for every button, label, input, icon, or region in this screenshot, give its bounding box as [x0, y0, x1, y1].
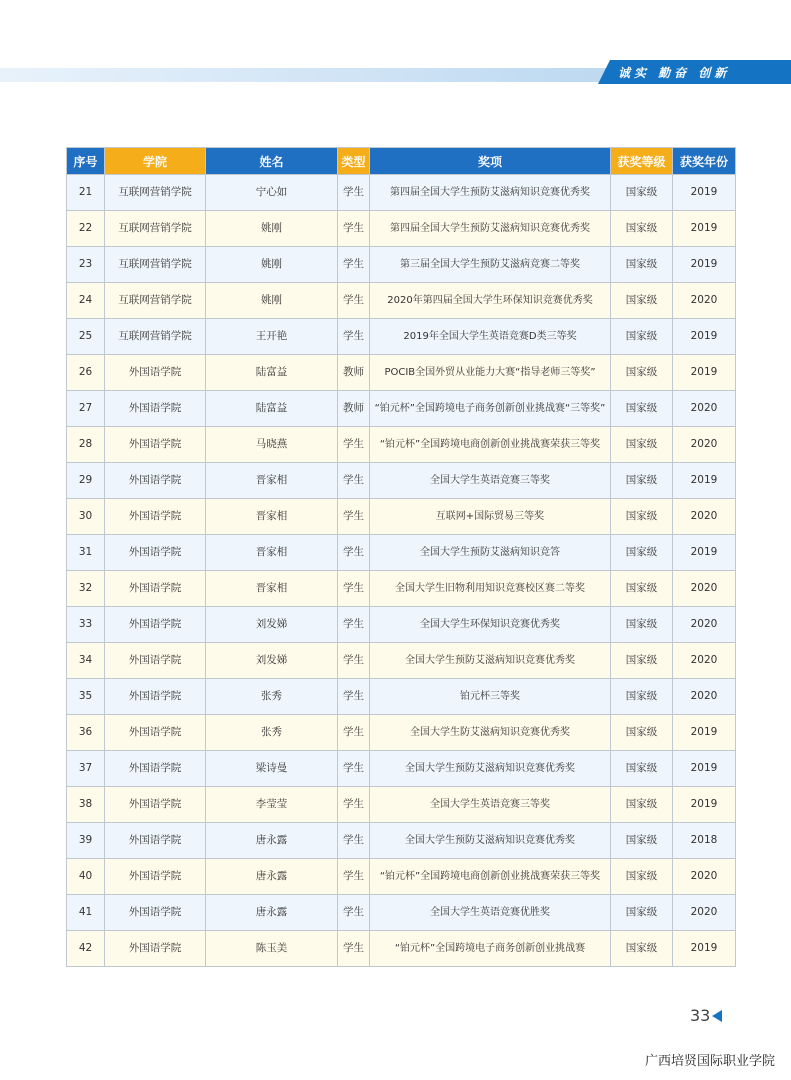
table-row: [67, 535, 736, 571]
table-row: [67, 931, 736, 967]
header-cell-name: 姓名: [206, 148, 338, 175]
cell-index: 29: [67, 463, 105, 499]
table-row: [67, 859, 736, 895]
cell-type: 学生: [338, 247, 370, 283]
cell-name: 姚刚: [206, 283, 338, 319]
cell-level: 国家级: [611, 715, 673, 751]
cell-type: 学生: [338, 319, 370, 355]
cell-year: 2019: [673, 535, 736, 571]
cell-level: 国家级: [611, 175, 673, 211]
table-row: [67, 211, 736, 247]
cell-type: 学生: [338, 751, 370, 787]
cell-name: 马晓燕: [206, 427, 338, 463]
cell-college: 外国语学院: [105, 463, 206, 499]
header-cell-college: 学院: [105, 148, 206, 175]
cell-name: 晋家相: [206, 463, 338, 499]
cell-type: 学生: [338, 535, 370, 571]
table-row: [67, 283, 736, 319]
cell-name: 晋家相: [206, 571, 338, 607]
cell-award: 第三届全国大学生预防艾滋病竞赛二等奖: [370, 247, 611, 283]
cell-name: 刘发娣: [206, 643, 338, 679]
table-row: [67, 499, 736, 535]
cell-name: 李莹莹: [206, 787, 338, 823]
table-row: [67, 355, 736, 391]
cell-index: 34: [67, 643, 105, 679]
cell-level: 国家级: [611, 355, 673, 391]
cell-year: 2019: [673, 787, 736, 823]
cell-level: 国家级: [611, 247, 673, 283]
cell-college: 外国语学院: [105, 859, 206, 895]
cell-year: 2020: [673, 283, 736, 319]
cell-award: 全国大学生防艾滋病知识竞赛优秀奖: [370, 715, 611, 751]
cell-year: 2019: [673, 751, 736, 787]
cell-college: 互联网营销学院: [105, 283, 206, 319]
table-row: [67, 571, 736, 607]
cell-year: 2020: [673, 859, 736, 895]
cell-year: 2019: [673, 175, 736, 211]
cell-college: 互联网营销学院: [105, 175, 206, 211]
cell-name: 宁心如: [206, 175, 338, 211]
cell-college: 外国语学院: [105, 391, 206, 427]
cell-year: 2019: [673, 211, 736, 247]
cell-college: 外国语学院: [105, 499, 206, 535]
cell-index: 39: [67, 823, 105, 859]
table-row: [67, 247, 736, 283]
cell-type: 学生: [338, 715, 370, 751]
header-stripe: [0, 68, 620, 82]
cell-year: 2019: [673, 319, 736, 355]
table-row: [67, 463, 736, 499]
cell-name: 梁诗曼: [206, 751, 338, 787]
cell-name: 姚刚: [206, 247, 338, 283]
cell-index: 38: [67, 787, 105, 823]
cell-index: 30: [67, 499, 105, 535]
cell-name: 唐永露: [206, 859, 338, 895]
cell-name: 晋家相: [206, 535, 338, 571]
cell-year: 2019: [673, 931, 736, 967]
cell-award: “铂元杯”全国跨境电子商务创新创业挑战赛“三等奖”: [370, 391, 611, 427]
cell-level: 国家级: [611, 319, 673, 355]
cell-college: 外国语学院: [105, 787, 206, 823]
cell-level: 国家级: [611, 679, 673, 715]
header-cell-award: 奖项: [370, 148, 611, 175]
cell-college: 外国语学院: [105, 535, 206, 571]
cell-level: 国家级: [611, 607, 673, 643]
cell-type: 学生: [338, 643, 370, 679]
cell-name: 陆富益: [206, 355, 338, 391]
cell-year: 2020: [673, 679, 736, 715]
table-row: [67, 175, 736, 211]
cell-index: 25: [67, 319, 105, 355]
cell-year: 2020: [673, 427, 736, 463]
table-row: [67, 391, 736, 427]
awards-table: [66, 147, 736, 967]
cell-type: 学生: [338, 679, 370, 715]
cell-name: 姚刚: [206, 211, 338, 247]
cell-level: 国家级: [611, 787, 673, 823]
cell-type: 学生: [338, 895, 370, 931]
cell-type: 学生: [338, 571, 370, 607]
cell-index: 35: [67, 679, 105, 715]
header-cell-index: 序号: [67, 148, 105, 175]
table-row: [67, 319, 736, 355]
cell-index: 22: [67, 211, 105, 247]
cell-award: 全国大学生预防艾滋病知识竞赛优秀奖: [370, 643, 611, 679]
cell-index: 27: [67, 391, 105, 427]
table-row: [67, 427, 736, 463]
table-row: [67, 679, 736, 715]
header-cell-type: 类型: [338, 148, 370, 175]
header-slogan: 诚实 勤奋 创新: [618, 66, 731, 80]
table-row: [67, 751, 736, 787]
cell-award: 2020年第四届全国大学生环保知识竞赛优秀奖: [370, 283, 611, 319]
cell-level: 国家级: [611, 643, 673, 679]
cell-college: 外国语学院: [105, 895, 206, 931]
cell-college: 外国语学院: [105, 355, 206, 391]
cell-year: 2020: [673, 643, 736, 679]
page-number: 33: [690, 1006, 711, 1025]
cell-college: 外国语学院: [105, 751, 206, 787]
cell-type: 学生: [338, 283, 370, 319]
cell-name: 张秀: [206, 679, 338, 715]
cell-type: 教师: [338, 355, 370, 391]
cell-award: 全国大学生英语竞赛三等奖: [370, 787, 611, 823]
cell-name: 王开艳: [206, 319, 338, 355]
header-cell-year: 获奖年份: [673, 148, 736, 175]
cell-level: 国家级: [611, 931, 673, 967]
cell-level: 国家级: [611, 895, 673, 931]
cell-level: 国家级: [611, 283, 673, 319]
cell-type: 学生: [338, 463, 370, 499]
cell-college: 外国语学院: [105, 931, 206, 967]
cell-level: 国家级: [611, 571, 673, 607]
cell-index: 40: [67, 859, 105, 895]
cell-award: 铂元杯三等奖: [370, 679, 611, 715]
cell-index: 21: [67, 175, 105, 211]
cell-level: 国家级: [611, 859, 673, 895]
cell-name: 唐永露: [206, 895, 338, 931]
cell-year: 2019: [673, 463, 736, 499]
cell-award: 互联网+国际贸易三等奖: [370, 499, 611, 535]
cell-college: 互联网营销学院: [105, 319, 206, 355]
cell-level: 国家级: [611, 751, 673, 787]
cell-award: POCIB全国外贸从业能力大赛“指导老师三等奖”: [370, 355, 611, 391]
cell-level: 国家级: [611, 463, 673, 499]
cell-award: 第四届全国大学生预防艾滋病知识竞赛优秀奖: [370, 175, 611, 211]
cell-award: “铂元杯”全国跨境电商创新创业挑战赛荣获三等奖: [370, 427, 611, 463]
cell-award: 全国大学生预防艾滋病知识竞答: [370, 535, 611, 571]
table-row: [67, 787, 736, 823]
cell-level: 国家级: [611, 499, 673, 535]
cell-award: “铂元杯”全国跨境电商创新创业挑战赛荣获三等奖: [370, 859, 611, 895]
cell-year: 2020: [673, 607, 736, 643]
cell-name: 陈玉美: [206, 931, 338, 967]
cell-index: 26: [67, 355, 105, 391]
cell-award: 全国大学生环保知识竞赛优秀奖: [370, 607, 611, 643]
cell-award: “铂元杯”全国跨境电子商务创新创业挑战赛: [370, 931, 611, 967]
cell-index: 36: [67, 715, 105, 751]
cell-year: 2019: [673, 715, 736, 751]
cell-year: 2020: [673, 391, 736, 427]
table-row: [67, 895, 736, 931]
cell-award: 全国大学生预防艾滋病知识竞赛优秀奖: [370, 751, 611, 787]
cell-college: 外国语学院: [105, 715, 206, 751]
cell-award: 第四届全国大学生预防艾滋病知识竞赛优秀奖: [370, 211, 611, 247]
cell-year: 2020: [673, 571, 736, 607]
cell-year: 2020: [673, 499, 736, 535]
cell-college: 外国语学院: [105, 823, 206, 859]
cell-type: 学生: [338, 175, 370, 211]
cell-level: 国家级: [611, 535, 673, 571]
cell-year: 2019: [673, 355, 736, 391]
table-row: [67, 823, 736, 859]
cell-level: 国家级: [611, 823, 673, 859]
cell-year: 2018: [673, 823, 736, 859]
cell-level: 国家级: [611, 427, 673, 463]
cell-type: 学生: [338, 823, 370, 859]
cell-college: 外国语学院: [105, 679, 206, 715]
cell-index: 28: [67, 427, 105, 463]
table-header-row: [67, 148, 736, 175]
cell-type: 学生: [338, 499, 370, 535]
cell-index: 23: [67, 247, 105, 283]
cell-index: 32: [67, 571, 105, 607]
cell-college: 互联网营销学院: [105, 211, 206, 247]
cell-name: 晋家相: [206, 499, 338, 535]
cell-index: 33: [67, 607, 105, 643]
cell-college: 外国语学院: [105, 571, 206, 607]
cell-index: 31: [67, 535, 105, 571]
cell-award: 全国大学生旧物利用知识竞赛校区赛二等奖: [370, 571, 611, 607]
cell-type: 学生: [338, 211, 370, 247]
cell-year: 2019: [673, 247, 736, 283]
cell-type: 教师: [338, 391, 370, 427]
header-cell-level: 获奖等级: [611, 148, 673, 175]
page-arrow-icon: [712, 1010, 722, 1022]
cell-type: 学生: [338, 931, 370, 967]
cell-college: 互联网营销学院: [105, 247, 206, 283]
table-body: [67, 175, 736, 967]
cell-type: 学生: [338, 859, 370, 895]
cell-type: 学生: [338, 787, 370, 823]
table-row: [67, 715, 736, 751]
cell-level: 国家级: [611, 391, 673, 427]
cell-type: 学生: [338, 607, 370, 643]
cell-award: 全国大学生预防艾滋病知识竞赛优秀奖: [370, 823, 611, 859]
cell-name: 刘发娣: [206, 607, 338, 643]
table-row: [67, 607, 736, 643]
institution-name: 广西培贤国际职业学院: [644, 1054, 775, 1069]
cell-level: 国家级: [611, 211, 673, 247]
cell-award: 2019年全国大学生英语竞赛D类三等奖: [370, 319, 611, 355]
cell-year: 2020: [673, 895, 736, 931]
table-row: [67, 643, 736, 679]
cell-index: 41: [67, 895, 105, 931]
cell-award: 全国大学生英语竞赛优胜奖: [370, 895, 611, 931]
cell-college: 外国语学院: [105, 607, 206, 643]
cell-name: 陆富益: [206, 391, 338, 427]
cell-name: 唐永露: [206, 823, 338, 859]
cell-college: 外国语学院: [105, 427, 206, 463]
cell-index: 42: [67, 931, 105, 967]
cell-index: 37: [67, 751, 105, 787]
cell-index: 24: [67, 283, 105, 319]
cell-name: 张秀: [206, 715, 338, 751]
cell-type: 学生: [338, 427, 370, 463]
cell-college: 外国语学院: [105, 643, 206, 679]
cell-award: 全国大学生英语竞赛三等奖: [370, 463, 611, 499]
